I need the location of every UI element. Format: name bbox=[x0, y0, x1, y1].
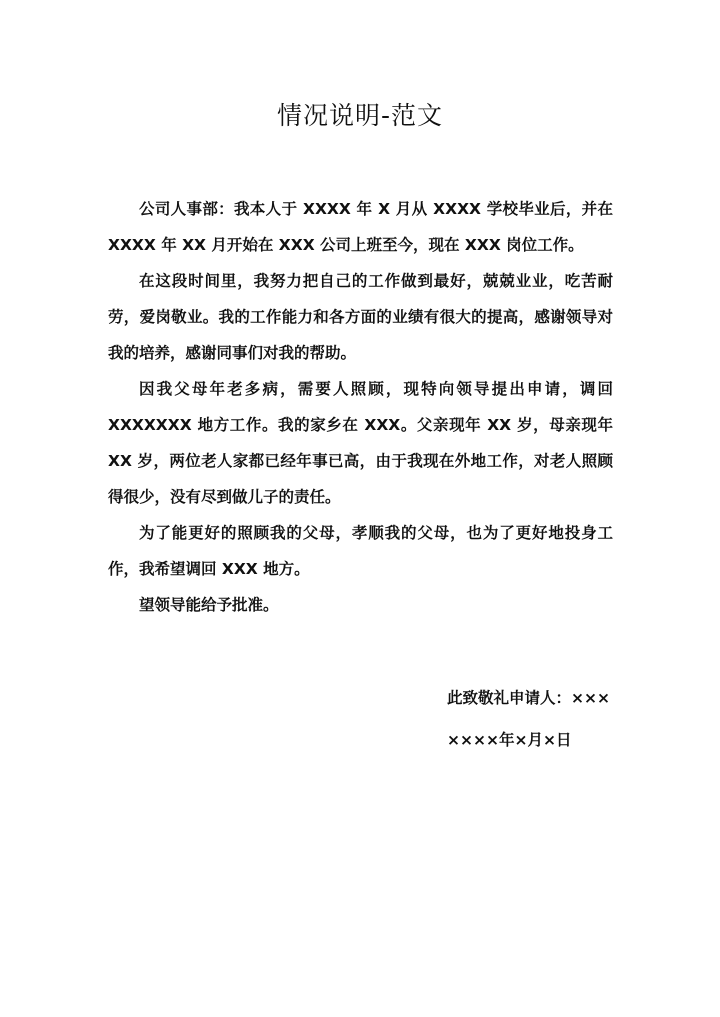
paragraph-3: 因我父母年老多病，需要人照顾，现特向领导提出申请，调回 XXXXXXX 地方工作。我的家乡在 XXX。父亲现年 XX 岁，母亲现年 XX 岁，两位老人家都已经年事已高，由于我现在外地工作，对老人照顾得很少，没有尽到做儿子的责任。 bbox=[108, 380, 613, 506]
paragraph-1: 公司人事部：我本人于 XXXX 年 X 月从 XXXX 学校毕业后，并在 XXXX 年 XX 月开始在 XXX 公司上班至今，现在 XXX 岗位工作。 bbox=[108, 200, 613, 254]
document-body bbox=[108, 191, 613, 623]
paragraph-4: 为了能更好的照顾我的父母，孝顺我的父母，也为了更好地投身工作，我希望调回 XXX 地方。 bbox=[108, 524, 613, 578]
date-line: ××××年×月×日 bbox=[447, 731, 572, 749]
page-title: 情况说明-范文 bbox=[276, 101, 444, 130]
paragraph-5: 望领导能给予批准。 bbox=[139, 596, 279, 614]
closing-line: 此致敬礼申请人：××× bbox=[447, 689, 610, 707]
paragraph-2: 在这段时间里，我努力把自己的工作做到最好，兢兢业业，吃苦耐劳，爱岗敬业。我的工作能力和各方面的业绩有很大的提高，感谢领导对我的培养，感谢同事们对我的帮助。 bbox=[108, 272, 613, 362]
signature-block bbox=[447, 677, 610, 761]
